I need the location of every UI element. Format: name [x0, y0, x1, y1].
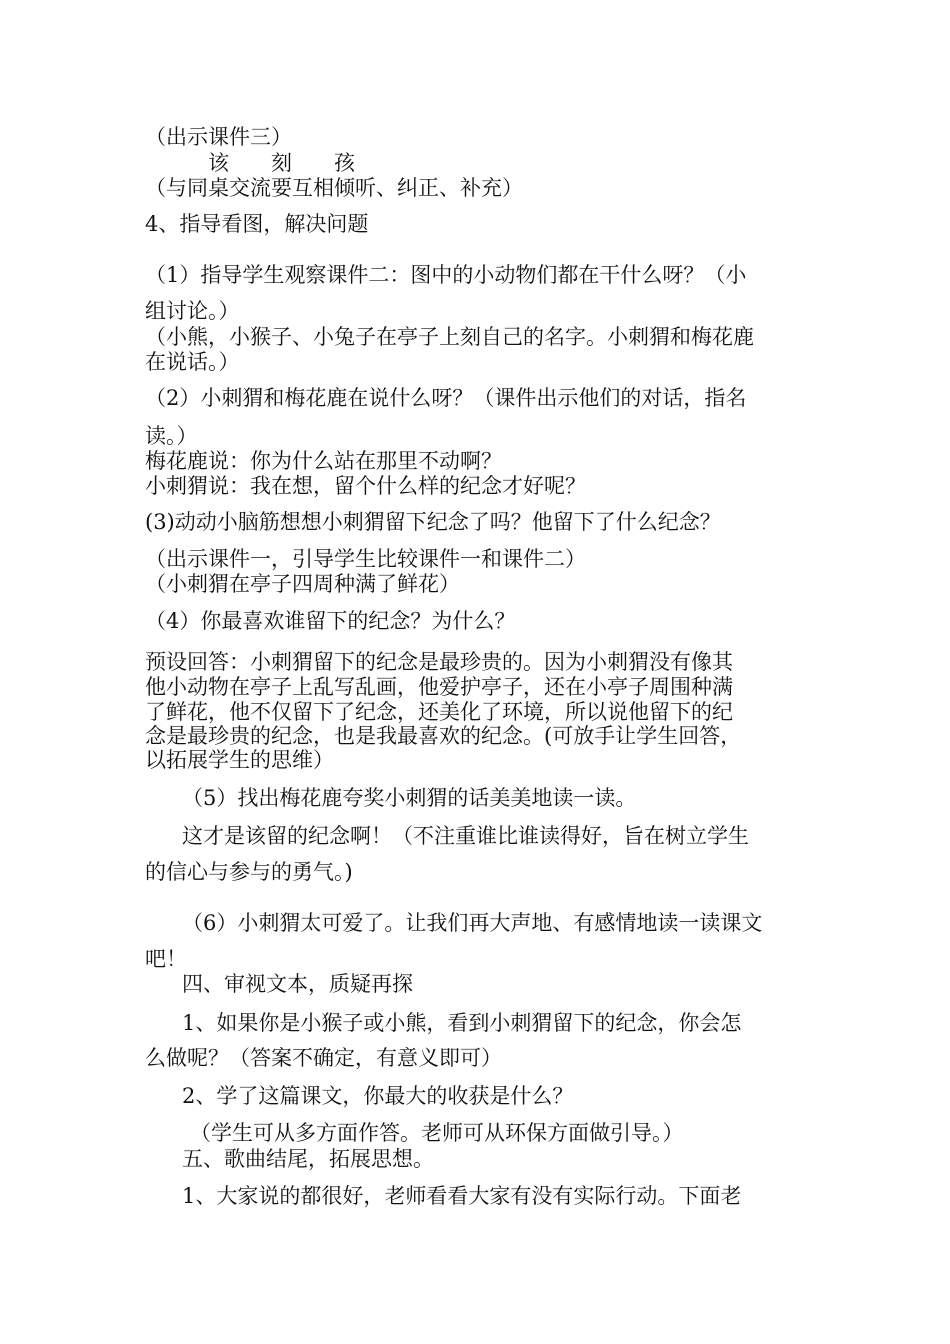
text-line: （出示课件三）	[145, 125, 292, 149]
text-line: 该 刻 孩	[208, 151, 355, 175]
text-line: （6）小刺猬太可爱了。让我们再大声地、有感情地读一读课文	[182, 911, 763, 935]
text-line: 1、大家说的都很好，老师看看大家有没有实际行动。下面老	[182, 1184, 742, 1208]
text-line: 预设回答：小刺猬留下的纪念是最珍贵的。因为小刺猬没有像其	[145, 650, 733, 674]
text-line: （小熊，小猴子、小兔子在亭子上刻自己的名字。小刺猬和梅花鹿	[145, 325, 754, 349]
text-line: （学生可从多方面作答。老师可从环保方面做引导。）	[190, 1121, 684, 1145]
text-line: 么做呢？（答案不确定，有意义即可）	[145, 1046, 502, 1070]
text-line: （5）找出梅花鹿夸奖小刺猬的话美美地读一读。	[182, 786, 637, 810]
text-line: （2）小刺猬和梅花鹿在说什么呀？（课件出示他们的对话，指名	[145, 386, 747, 410]
text-line: 念是最珍贵的纪念，也是我最喜欢的纪念。(可放手让学生回答，	[145, 724, 742, 748]
text-line: 1、如果你是小猴子或小熊，看到小刺猬留下的纪念，你会怎	[182, 1011, 742, 1035]
text-line: 组讨论。）	[145, 299, 240, 323]
text-line: （与同桌交流要互相倾听、纠正、补充）	[145, 176, 523, 200]
text-line: 在说话。）	[145, 350, 240, 374]
text-line: 以拓展学生的思维）	[145, 748, 334, 772]
text-line: （4）你最喜欢谁留下的纪念？为什么？	[145, 609, 516, 633]
text-line: 的信心与参与的勇气。)	[145, 860, 353, 884]
section-heading: 五、歌曲结尾，拓展思想。	[182, 1147, 434, 1171]
text-line: （1）指导学生观察课件二：图中的小动物们都在干什么呀？（小	[145, 263, 747, 287]
text-line: (3)动动小脑筋想想小刺猬留下纪念了吗？他留下了什么纪念？	[145, 510, 721, 534]
text-line: 读。）	[145, 424, 198, 448]
text-line: 他小动物在亭子上乱写乱画，他爱护亭子，还在小亭子周围种满	[145, 675, 733, 699]
text-line: 了鲜花，他不仅留下了纪念，还美化了环境，所以说他留下的纪	[145, 700, 733, 724]
section-heading: 四、审视文本，质疑再探	[182, 972, 413, 996]
text-line: 梅花鹿说：你为什么站在那里不动啊？	[145, 449, 502, 473]
text-line: （出示课件一，引导学生比较课件一和课件二）	[145, 547, 586, 571]
text-line: 吧！	[145, 947, 187, 971]
text-line: 这才是该留的纪念啊！（不注重谁比谁读得好，旨在树立学生	[182, 824, 749, 848]
text-line: 2、学了这篇课文，你最大的收获是什么？	[182, 1084, 574, 1108]
text-line: 4、指导看图，解决问题	[145, 212, 369, 236]
text-line: （小刺猬在亭子四周种满了鲜花）	[145, 572, 460, 596]
text-line: 小刺猬说：我在想，留个什么样的纪念才好呢？	[145, 474, 586, 498]
